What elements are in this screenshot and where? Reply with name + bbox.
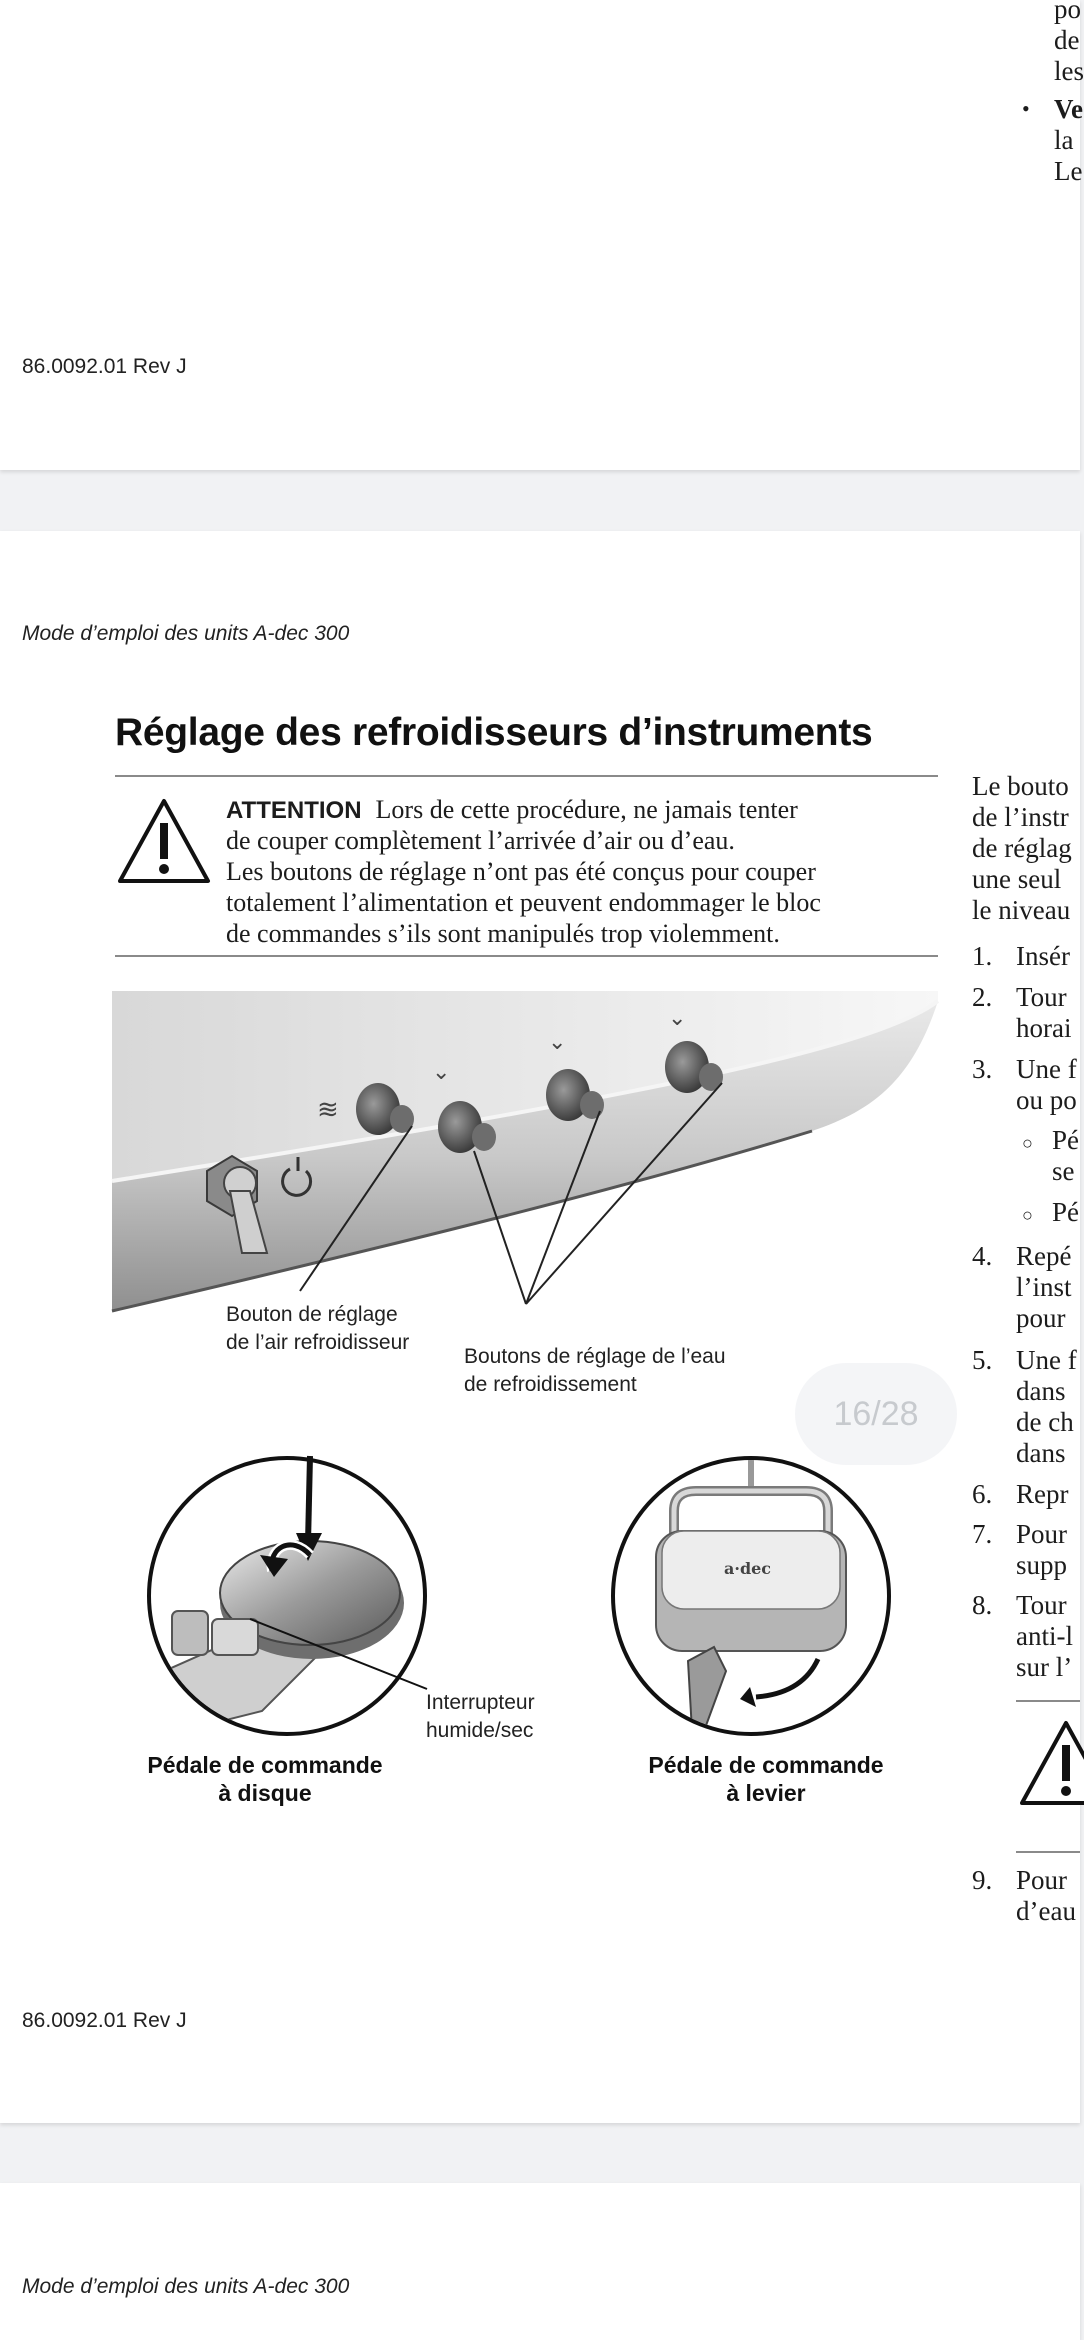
section-title: Réglage des refroidisseurs d’instruments xyxy=(115,711,873,754)
step-text: dans xyxy=(1016,1376,1066,1406)
step-number: 4. xyxy=(972,1241,993,1271)
svg-text:⌄: ⌄ xyxy=(432,1060,451,1085)
step-text: ou po xyxy=(1016,1085,1077,1115)
bullet-text: la xyxy=(1054,125,1074,155)
intro-line: de l’instr xyxy=(972,802,1069,832)
step-text: Tour xyxy=(1016,1590,1067,1620)
caption-lever-pedal: Pédale de commande à levier xyxy=(648,1752,884,1806)
warning-line: de couper complètement l’arrivée d’air ou d’eau. xyxy=(226,826,735,855)
page-header: Mode d’emploi des units A-dec 300 xyxy=(22,2275,350,2298)
sub-bullet-icon: ○ xyxy=(1022,1205,1033,1225)
intro-line: le niveau xyxy=(972,895,1071,925)
divider xyxy=(115,955,938,957)
step-number: 8. xyxy=(972,1590,993,1620)
svg-text:⌄: ⌄ xyxy=(548,1030,567,1055)
step-text: Pour xyxy=(1016,1865,1068,1895)
divider xyxy=(115,775,938,777)
sub-item-text: Pé xyxy=(1052,1197,1079,1227)
step-text: Insér xyxy=(1016,941,1070,971)
step-text: Tour xyxy=(1016,982,1067,1012)
page-footer: 86.0092.01 Rev J xyxy=(22,2009,187,2032)
step-text: anti-l xyxy=(1016,1621,1073,1651)
bullet-icon: • xyxy=(1022,96,1030,121)
warning-line: ATTENTION Lors de cette procédure, ne jamais tenter xyxy=(226,795,798,824)
text-fragment: po xyxy=(1054,0,1081,24)
step-text: pour xyxy=(1016,1303,1066,1333)
step-text: Pour xyxy=(1016,1519,1068,1549)
step-number: 1. xyxy=(972,941,993,971)
intro-line: Le bouto xyxy=(972,771,1069,801)
step-number: 5. xyxy=(972,1345,993,1375)
label-wet-dry-switch: Interrupteur humide/sec xyxy=(426,1691,535,1742)
bullet-text: Le xyxy=(1054,156,1083,186)
page-indicator: 16/28 xyxy=(795,1363,957,1465)
svg-text:⌄: ⌄ xyxy=(668,1006,687,1031)
step-text: dans xyxy=(1016,1438,1066,1468)
pedal-logo: a·dec xyxy=(724,1559,772,1578)
step-number: 2. xyxy=(972,982,993,1012)
step-text: Une f xyxy=(1016,1345,1077,1375)
svg-text:≋: ≋ xyxy=(317,1095,339,1125)
step-number: 9. xyxy=(972,1865,993,1895)
disc-pedal-illustration xyxy=(142,1451,432,1741)
step-text: d’eau xyxy=(1016,1896,1076,1926)
text-fragment: les xyxy=(1054,56,1084,86)
step-text: l’inst xyxy=(1016,1272,1072,1302)
step-number: 7. xyxy=(972,1519,993,1549)
step-text: horai xyxy=(1016,1013,1072,1043)
step-text: sur l’ xyxy=(1016,1652,1073,1682)
step-text: supp xyxy=(1016,1550,1068,1580)
intro-line: une seul xyxy=(972,864,1062,894)
page-footer: 86.0092.01 Rev J xyxy=(22,355,187,378)
step-text: Repé xyxy=(1016,1241,1072,1271)
document-page-16 xyxy=(0,531,1080,2123)
sub-bullet-icon: ○ xyxy=(1022,1133,1033,1153)
warning-triangle-icon xyxy=(116,797,212,885)
control-block-illustration xyxy=(112,991,938,1316)
step-text: Une f xyxy=(1016,1054,1077,1084)
label-water-knobs: Boutons de réglage de l’eau de refroidissement xyxy=(464,1345,726,1396)
divider xyxy=(1016,1851,1080,1853)
warning-line: totalement l’alimentation et peuvent endommager le bloc xyxy=(226,888,821,917)
caption-disc-pedal: Pédale de commande à disque xyxy=(147,1752,383,1806)
lever-pedal-illustration xyxy=(606,1451,896,1741)
warning-line: Les boutons de réglage n’ont pas été conçus pour couper xyxy=(226,857,816,886)
step-number: 6. xyxy=(972,1479,993,1509)
text-fragment: de xyxy=(1054,25,1080,55)
page-header: Mode d’emploi des units A-dec 300 xyxy=(22,622,350,645)
step-text: Repr xyxy=(1016,1479,1069,1509)
document-page-15 xyxy=(0,0,1084,470)
warning-label: ATTENTION xyxy=(226,797,362,824)
warning-line: de commandes s’ils sont manipulés trop violemment. xyxy=(226,919,780,948)
label-air-knob: Bouton de réglage de l’air refroidisseur xyxy=(226,1303,410,1354)
bullet-text: Ve xyxy=(1054,94,1084,124)
warning-triangle-icon xyxy=(1016,1719,1080,1809)
sub-item-text: Pé xyxy=(1052,1125,1079,1155)
step-text: de ch xyxy=(1016,1407,1074,1437)
step-number: 3. xyxy=(972,1054,993,1084)
sub-item-text: se xyxy=(1052,1156,1075,1186)
document-page-17 xyxy=(0,2183,1080,2340)
divider xyxy=(1016,1700,1080,1702)
intro-line: de réglag xyxy=(972,833,1072,863)
